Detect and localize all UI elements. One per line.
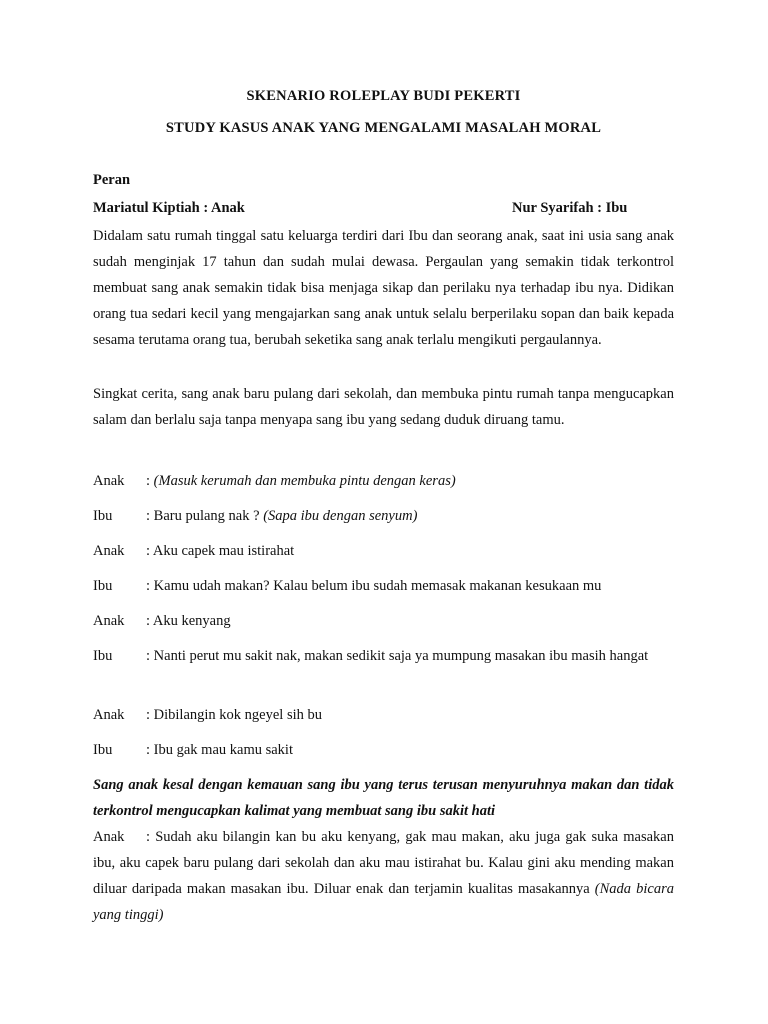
intro-paragraph: Didalam satu rumah tinggal satu keluarga terdiri dari Ibu dan seorang anak, saat ini usia sang anak sudah menginjak 17 tahun dan sudah mulai dewasa. Pergaulan yang semakin tidak terkontrol membuat sang anak semakin tidak bisa menjaga sikap dan perilaku nya terhadap ibu nya. Didikan orang tua sedari kecil yang mengajarkan sang anak untuk selalu berperilaku sopan dan baik kepada sesama terutama orang tua, berubah seketika sang anak terlalu mengikuti pergaulannya. (93, 228, 674, 348)
stage-direction: (Nada bicara yang tinggi) (93, 881, 675, 923)
dialogue-speaker: Anak (93, 543, 125, 559)
dialogue-text: Dibilangin kok ngeyel sih bu (153, 707, 322, 723)
role-anak: Mariatul Kiptiah : Anak (93, 200, 245, 216)
dialogue-speaker: Anak (93, 707, 125, 723)
dialogue-speaker: Anak (93, 829, 125, 845)
section-label-peran: Peran (93, 172, 131, 188)
dialogue-line: Ibu : Baru pulang nak ? (Sapa ibu dengan senyum) (93, 503, 674, 529)
document-subtitle: STUDY KASUS ANAK YANG MENGALAMI MASALAH MORAL (165, 120, 602, 136)
narration-paragraph: Sang anak kesal dengan kemauan sang ibu yang terus terusan menyuruhnya makan dan tidak terkontrol mengucapkan kalimat yang membuat sang ibu sakit hati (93, 777, 674, 819)
dialogue-text: Aku kenyang (152, 613, 231, 629)
stage-direction: (Sapa ibu dengan senyum) (263, 508, 418, 524)
role-ibu: Nur Syarifah : Ibu (512, 200, 628, 216)
dialogue-text: Kamu udah makan? Kalau belum ibu sudah memasak makanan kesukaan mu (153, 578, 602, 594)
dialogue-text: Baru pulang nak ? (153, 508, 264, 524)
dialogue-speaker: Ibu (93, 508, 113, 524)
dialogue-text: Aku capek mau istirahat (152, 543, 295, 559)
dialogue-speaker: Ibu (93, 648, 113, 664)
dialogue-speaker: Ibu (93, 742, 113, 758)
dialogue-line: Ibu : Kamu udah makan? Kalau belum ibu sudah memasak makanan kesukaan mu (93, 573, 674, 599)
dialogue-speaker: Anak (93, 473, 125, 489)
dialogue-line: Ibu : Ibu gak mau kamu sakit (93, 737, 674, 763)
dialogue-line: Anak : Aku capek mau istirahat (93, 538, 674, 564)
document-page (93, 88, 675, 923)
dialogue-line-long: Anak : Sudah aku bilangin kan bu aku kenyang, gak mau makan, aku juga gak suka masakan ibu, aku capek baru pulang dari sekolah dan aku mau istirahat bu. Kalau gini aku mending makan diluar daripada makan masakan ibu. Diluar enak dan terjamin kualitas masakannya (Nada bicara yang tinggi) (93, 824, 674, 928)
dialogue-text: Nanti perut mu sakit nak, makan sedikit saja ya mumpung masakan ibu masih hangat (153, 648, 649, 664)
stage-direction: (Masuk kerumah dan membuka pintu dengan keras) (153, 473, 456, 489)
story-paragraph: Singkat cerita, sang anak baru pulang dari sekolah, dan membuka pintu rumah tanpa mengucapkan salam dan berlalu saja tanpa menyapa sang ibu yang sedang duduk diruang tamu. (93, 386, 674, 428)
dialogue-line: Anak : Dibilangin kok ngeyel sih bu (93, 702, 674, 728)
dialogue-speaker: Ibu (93, 578, 113, 594)
dialogue-text: Ibu gak mau kamu sakit (153, 742, 293, 758)
dialogue-text: Sudah aku bilangin kan bu aku kenyang, gak mau makan, aku juga gak suka masakan ibu, aku capek baru pulang dari sekolah dan aku mau istirahat bu. Kalau gini aku mending makan diluar daripada makan masakan ibu. Diluar enak dan terjamin kualitas masakannya (93, 829, 674, 897)
dialogue-speaker: Anak (93, 613, 125, 629)
document-title: SKENARIO ROLEPLAY BUDI PEKERTI (246, 88, 521, 104)
dialogue-line: Ibu : Nanti perut mu sakit nak, makan sedikit saja ya mumpung masakan ibu masih hangat (93, 643, 674, 669)
dialogue-line: Anak : (Masuk kerumah dan membuka pintu dengan keras) (93, 468, 674, 494)
dialogue-line: Anak : Aku kenyang (93, 608, 674, 634)
